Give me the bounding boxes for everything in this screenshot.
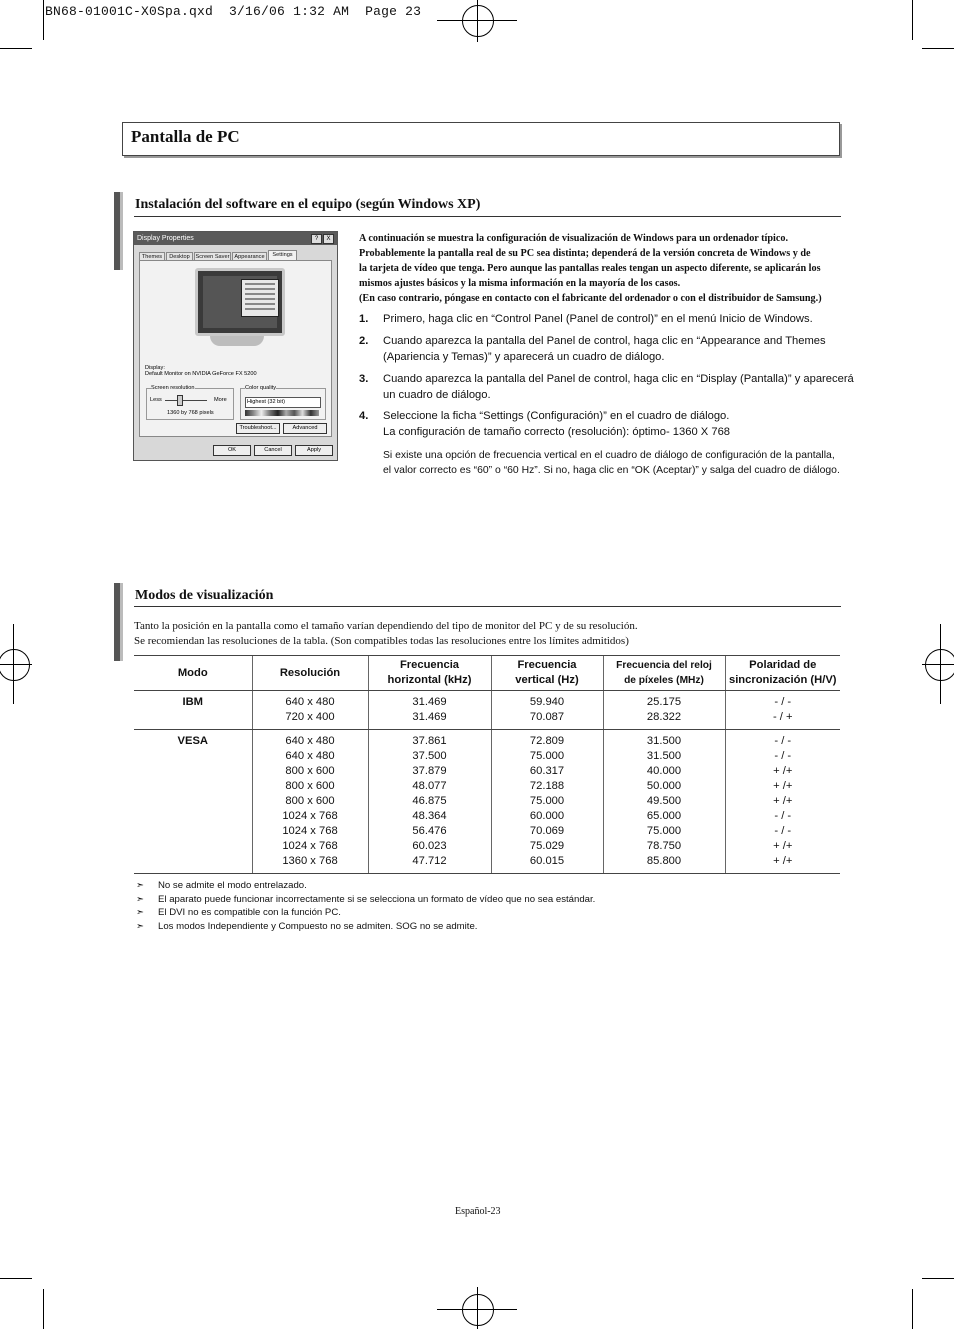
settings-panel — [139, 260, 332, 437]
cell-value: + /+ — [773, 855, 793, 867]
cell-value: 48.364 — [412, 810, 447, 822]
cell-value: - / - — [774, 825, 792, 837]
cell-hfreq — [368, 691, 491, 730]
monitor-stand — [210, 336, 264, 346]
intro-line: mismos ajustes básicos y la misma información en la mayoría de los casos. — [359, 278, 681, 289]
modes-intro-line: Tanto la posición en la pantalla como el tamaño varían dependiendo del tipo de monitor del PC y de su resolución. — [134, 620, 638, 632]
color-quality-value: Highest (32 bit) — [247, 399, 285, 405]
tab-appearance: Appearance — [232, 252, 267, 262]
cell-value: 31.469 — [412, 711, 447, 723]
cell-value: 37.861 — [412, 735, 447, 747]
cell-value: 72.188 — [529, 780, 565, 792]
tab-desktop: Desktop — [166, 252, 193, 262]
step-text: La configuración de tamaño correcto (resolución): óptimo- 1360 X 768 — [383, 425, 731, 438]
cell-value: + /+ — [773, 780, 793, 792]
dialog-title: Display Properties — [137, 235, 194, 242]
cell-mode — [134, 730, 252, 874]
crop-mark — [922, 1278, 954, 1279]
slug-file: BN68-01001C-X0Spa.qxd — [45, 4, 214, 19]
page-title: Pantalla de PC — [131, 127, 240, 146]
section-rule — [134, 216, 841, 217]
cell-value: 31.469 — [412, 696, 447, 708]
crop-mark — [922, 48, 954, 49]
cell-value: 720 x 400 — [285, 711, 335, 723]
cell-value: + /+ — [773, 765, 793, 777]
col-header-pixel-clock — [603, 656, 725, 691]
step-1 — [359, 312, 864, 328]
step-number: 3. — [359, 373, 369, 385]
cell-value: 46.875 — [412, 795, 447, 807]
resolution-slider — [165, 400, 207, 401]
more-label: More — [214, 397, 227, 403]
cell-value: + /+ — [773, 795, 793, 807]
cell-vfreq — [491, 730, 603, 874]
cell-value: 800 x 600 — [285, 780, 335, 792]
cell-vfreq — [491, 691, 603, 730]
note-text: El DVI no es compatible con la función PC. — [158, 907, 341, 919]
step-text: Cuando aparezca la pantalla del Panel de control, haga clic en “Display (Pantalla)” y aparecerá — [383, 373, 854, 385]
slug-time: 1:32 AM — [293, 4, 350, 19]
header-line: Modo — [177, 666, 208, 679]
note-text: No se admite el modo entrelazado. — [158, 880, 307, 891]
resolution-value: 1360 by 768 pixels — [167, 410, 214, 416]
cell-value: 78.750 — [646, 840, 682, 852]
col-header-mode — [134, 656, 252, 691]
note-item — [136, 920, 595, 934]
tab-settings: Settings — [268, 250, 297, 261]
crop-mark — [0, 1278, 32, 1279]
cell-value: 25.175 — [646, 696, 682, 708]
header-line: sincronización (H/V) — [728, 674, 837, 686]
cell-value: 59.940 — [529, 696, 565, 708]
header-line: vertical (Hz) — [515, 674, 579, 686]
modes-intro — [134, 619, 834, 649]
header-line: Polaridad de — [749, 659, 817, 671]
crop-mark — [0, 48, 32, 49]
section-bar — [114, 583, 123, 661]
cell-value: 1024 x 768 — [282, 840, 338, 852]
tab-screen-saver: Screen Saver — [195, 254, 230, 260]
cell-pixclk — [603, 730, 725, 874]
cell-value: 31.500 — [646, 735, 682, 747]
step-3 — [359, 372, 864, 403]
note-line: el valor correcto es “60” o “60 Hz”. Si no, haga clic en “OK (Aceptar)” y salga del cuadro de diálogo. — [383, 465, 840, 476]
slug-line — [45, 4, 421, 19]
color-group-label: Color quality — [245, 385, 277, 391]
install-intro — [359, 231, 859, 306]
slug-page-label: Page — [365, 4, 398, 19]
cell-value: 70.087 — [529, 711, 565, 723]
monitor-preview — [195, 268, 285, 336]
cell-resolution — [252, 730, 368, 874]
step-number: 4. — [359, 410, 369, 422]
intro-line: la tarjeta de vídeo que tenga. Pero aunque las pantallas reales tengan un aspecto diferente, se aplicarán los — [359, 263, 821, 274]
cell-polarity — [725, 691, 840, 730]
cell-value: 40.000 — [646, 765, 682, 777]
note-text: Los modos Independiente y Compuesto no se admiten. SOG no se admite. — [158, 920, 478, 932]
color-quality-group — [240, 385, 326, 420]
cell-value: - / - — [774, 750, 792, 762]
cell-value: - / - — [774, 735, 792, 747]
cell-mode — [134, 691, 252, 730]
intro-line: A continuación se muestra la configuración de visualización de Windows para un ordenador típico. — [359, 233, 789, 244]
cell-value: 31.500 — [646, 750, 682, 762]
cell-value: 800 x 600 — [285, 795, 335, 807]
note-text: El aparato puede funcionar incorrectamente si se selecciona un formato de vídeo que no sea estándar. — [158, 893, 596, 905]
header-line: Frecuencia del reloj — [616, 660, 712, 671]
cell-hfreq — [368, 730, 491, 874]
install-section-title: Instalación del software en el equipo (según Windows XP) — [135, 197, 481, 212]
slug-page-number: 23 — [405, 4, 422, 19]
cell-value: 65.000 — [646, 810, 682, 822]
color-bar — [245, 410, 319, 416]
arrow-icon: ➣ — [136, 880, 145, 891]
cell-value: 56.476 — [412, 825, 447, 837]
close-icon: X — [323, 234, 334, 244]
cell-value: 37.500 — [412, 750, 447, 762]
cell-value: 640 x 480 — [285, 735, 335, 747]
cell-resolution — [252, 691, 368, 730]
cell-value: 72.809 — [529, 735, 565, 747]
resolution-group-label: Screen resolution — [151, 385, 195, 391]
table-body — [134, 691, 840, 874]
troubleshoot-button: Troubleshoot... — [236, 423, 280, 434]
crop-mark — [43, 1289, 44, 1329]
step-text: Seleccione la ficha “Settings (Configuración)” en el cuadro de diálogo. — [383, 410, 730, 422]
header-line: horizontal (kHz) — [387, 674, 472, 686]
cell-value: 800 x 600 — [285, 765, 335, 777]
cell-value: 1024 x 768 — [282, 825, 338, 837]
modes-section-title: Modos de visualización — [135, 588, 274, 603]
cell-pixclk — [603, 691, 725, 730]
display-label: Display: — [145, 365, 165, 371]
cell-value: 48.077 — [412, 780, 447, 792]
step-text: Cuando aparezca la pantalla del Panel de control, haga clic en “Appearance and Themes — [383, 335, 826, 347]
crop-mark — [43, 0, 44, 40]
display-modes-table — [134, 655, 840, 874]
col-header-hfreq — [368, 656, 491, 691]
step-number: 1. — [359, 313, 369, 325]
cell-value: 75.029 — [529, 840, 565, 852]
note-line: Si existe una opción de frecuencia vertical en el cuadro de diálogo de configuración de la pantalla, — [383, 450, 835, 461]
cell-value: 60.015 — [529, 855, 565, 867]
section-rule — [134, 606, 841, 607]
col-header-polarity — [725, 656, 840, 691]
cell-value: 75.000 — [529, 795, 565, 807]
dialog-titlebar — [134, 232, 337, 245]
ok-button: OK — [213, 445, 251, 456]
resolution-slider-thumb — [177, 395, 183, 406]
cell-value: 640 x 480 — [285, 750, 335, 762]
mode-name: VESA — [177, 735, 208, 747]
cancel-button: Cancel — [254, 445, 292, 456]
modes-notes — [136, 879, 595, 933]
cell-value: 85.800 — [646, 855, 682, 867]
cell-value: - / + — [772, 711, 793, 723]
page-footer: Español-23 — [455, 1206, 501, 1217]
cell-polarity — [725, 730, 840, 874]
cell-value: 640 x 480 — [285, 696, 335, 708]
header-line: de píxeles (MHz) — [624, 675, 704, 686]
arrow-icon: ➣ — [136, 893, 145, 905]
less-label: Less — [150, 397, 162, 403]
arrow-icon: ➣ — [136, 907, 145, 919]
step-2 — [359, 334, 864, 365]
note-item — [136, 893, 595, 907]
arrow-icon: ➣ — [136, 920, 145, 932]
col-header-vfreq — [491, 656, 603, 691]
advanced-button: Advanced — [283, 423, 327, 434]
tab-themes: Themes — [139, 252, 165, 262]
cell-value: - / - — [774, 696, 792, 708]
table-row — [134, 691, 840, 730]
cell-value: 1024 x 768 — [282, 810, 338, 822]
cell-value: 70.069 — [529, 825, 565, 837]
cell-value: 60.317 — [529, 765, 565, 777]
slug-date: 3/16/06 — [229, 4, 286, 19]
mode-name: IBM — [182, 696, 203, 708]
resolution-group — [146, 385, 234, 420]
cell-value: 50.000 — [646, 780, 682, 792]
intro-line: (En caso contrario, póngase en contacto con el fabricante del ordenador o con el distribuidor de Samsung.) — [359, 293, 822, 304]
cell-value: 49.500 — [646, 795, 682, 807]
crop-mark — [912, 0, 913, 40]
step-text: Primero, haga clic en “Control Panel (Panel de control)” en el menú Inicio de Windows. — [383, 313, 813, 325]
cell-value: 37.879 — [412, 765, 447, 777]
install-note — [383, 448, 863, 478]
modes-intro-line: Se recomiendan las resoluciones de la tabla. (Son compatibles todas las resoluciones entre los límites admitidos) — [134, 635, 629, 647]
crop-mark — [912, 1289, 913, 1329]
cell-value: 75.000 — [529, 750, 565, 762]
step-4 — [359, 409, 864, 440]
cell-value: 75.000 — [646, 825, 682, 837]
table-header-row — [134, 656, 840, 691]
cell-value: - / - — [774, 810, 792, 822]
step-text: un cuadro de diálogo. — [383, 388, 491, 401]
step-text: (Apariencia y Temas)” y aparecerá un cuadro de diálogo. — [383, 350, 665, 363]
cell-value: 28.322 — [646, 711, 682, 723]
cell-value: + /+ — [773, 840, 793, 852]
cell-value: 47.712 — [412, 855, 447, 867]
intro-line: Probablemente la pantalla real de su PC sea distinta; dependerá de la versión concreta de Windows y de — [359, 248, 811, 259]
col-header-resolution — [252, 656, 368, 691]
help-icon: ? — [311, 234, 322, 244]
step-number: 2. — [359, 335, 369, 347]
header-line: Frecuencia — [399, 659, 460, 671]
header-line: Frecuencia — [517, 659, 577, 671]
color-quality-select — [245, 397, 321, 408]
header-line: Resolución — [279, 666, 341, 679]
display-properties-screenshot — [133, 231, 338, 461]
apply-button: Apply — [295, 445, 333, 456]
cell-value: 1360 x 768 — [282, 855, 338, 867]
section-bar — [114, 192, 123, 270]
table-row — [134, 730, 840, 874]
note-item — [136, 906, 595, 920]
cell-value: 60.000 — [529, 810, 565, 822]
display-value: Default Monitor on NVIDIA GeForce FX 5200 — [145, 371, 257, 377]
note-item — [136, 879, 595, 893]
cell-value: 60.023 — [412, 840, 447, 852]
